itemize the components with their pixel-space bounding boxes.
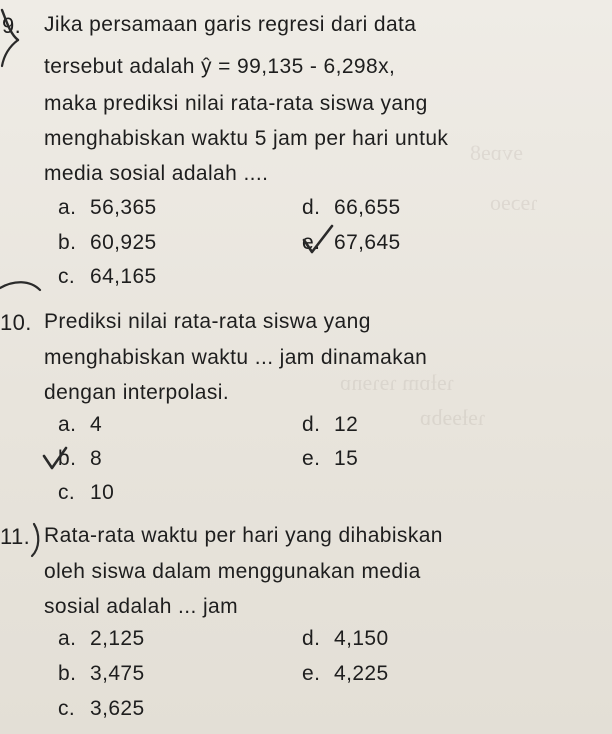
option-label: a. xyxy=(58,196,77,219)
circle-mark-9-tail xyxy=(2,40,18,66)
option-value: 4,150 xyxy=(334,627,389,650)
question-10-text-line: dengan interpolasi. xyxy=(44,381,230,404)
option-value: 15 xyxy=(334,447,359,470)
question-10-number: 10. xyxy=(0,310,32,335)
option-label: a. xyxy=(58,627,77,650)
option-label: d. xyxy=(302,627,321,650)
bleed-through-mark: ɿɘƚɒm ɿɘɿɘnɒ xyxy=(340,370,455,395)
option-value: 12 xyxy=(334,413,359,436)
option-value: 4,225 xyxy=(334,662,389,685)
question-11-text-line: Rata-rata waktu per hari yang dihabiskan xyxy=(44,524,443,547)
question-9-text-line: tersebut adalah ŷ = 99,135 - 6,298x, xyxy=(44,55,396,78)
option-value: 60,925 xyxy=(90,231,157,254)
option-label: b. xyxy=(58,447,77,470)
circle-mark-11 xyxy=(32,524,38,556)
option-value: 3,625 xyxy=(90,697,145,720)
option-label: e. xyxy=(302,447,321,470)
option-value: 4 xyxy=(90,413,103,436)
question-9-text-line: menghabiskan waktu 5 jam per hari untuk xyxy=(44,127,449,150)
option-label: e. xyxy=(302,662,321,685)
option-value: 2,125 xyxy=(90,627,145,650)
check-mark-10b xyxy=(44,448,66,468)
question-10-text-line: menghabiskan waktu ... jam dinamakan xyxy=(44,346,428,369)
question-9-text-line: media sosial adalah .... xyxy=(44,162,269,185)
option-label: a. xyxy=(58,413,77,436)
option-label: c. xyxy=(58,697,76,720)
question-9-text-line: maka prediksi nilai rata-rata siswa yang xyxy=(44,92,428,115)
bleed-through-mark: ɿɘƚɘɘbɒ xyxy=(420,405,486,430)
option-value: 56,365 xyxy=(90,196,157,219)
option-label: d. xyxy=(302,196,321,219)
option-label: c. xyxy=(58,265,76,288)
option-label: b. xyxy=(58,231,77,254)
option-value: 66,655 xyxy=(334,196,401,219)
option-value: 8 xyxy=(90,447,103,470)
check-mark-9e xyxy=(304,226,332,252)
option-value: 64,165 xyxy=(90,265,157,288)
option-label: b. xyxy=(58,662,77,685)
question-11-text-line: oleh siswa dalam menggunakan media xyxy=(44,560,421,583)
option-value: 67,645 xyxy=(334,231,401,254)
circle-mark-10 xyxy=(0,282,40,290)
option-value: 10 xyxy=(90,481,115,504)
bleed-through-mark: ɘvɒɘ8 xyxy=(470,140,524,165)
question-9-text-line: Jika persamaan garis regresi dari data xyxy=(44,13,417,36)
option-label: e. xyxy=(302,231,321,254)
question-9-number: 9. xyxy=(2,13,22,38)
question-10-text-line: Prediksi nilai rata-rata siswa yang xyxy=(44,310,371,333)
question-11-text-line: sosial adalah ... jam xyxy=(44,595,238,618)
question-11-number: 11. xyxy=(0,524,31,549)
circle-mark-9 xyxy=(2,10,18,40)
option-value: 3,475 xyxy=(90,662,145,685)
bleed-through-mark: ɿɘɔɘo xyxy=(490,190,538,215)
option-label: c. xyxy=(58,481,76,504)
option-label: d. xyxy=(302,413,321,436)
